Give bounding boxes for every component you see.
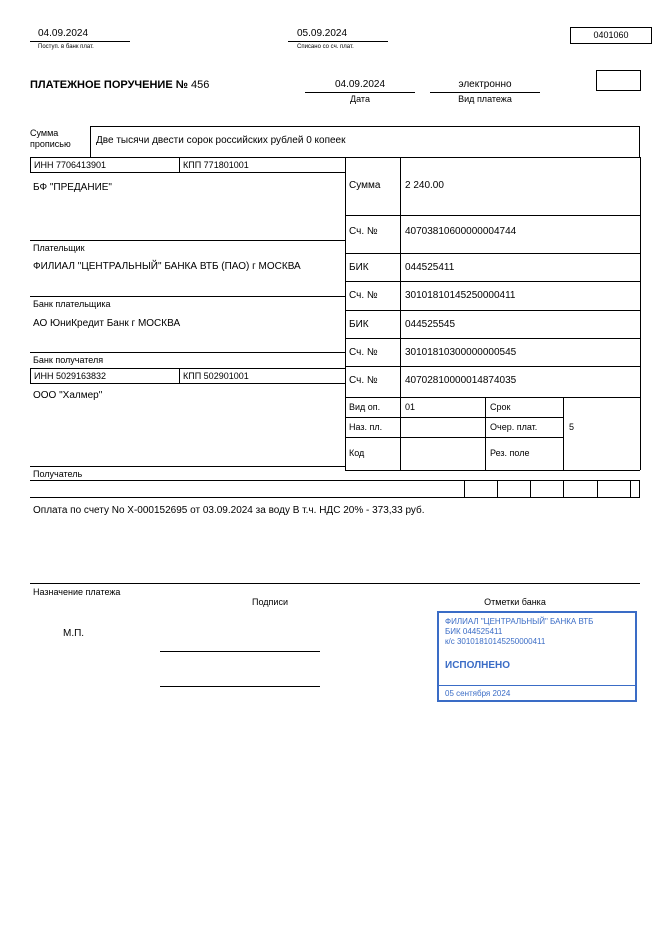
table-divider	[30, 352, 345, 353]
bank-marks-label: Отметки банка	[484, 597, 546, 607]
amount-in-words: Две тысячи двести сорок российских рублей 0 копеек	[96, 135, 346, 146]
beneficiary-inn: ИНН 5029163832	[34, 371, 107, 381]
beneficiary-bank-account-label: Сч. №	[349, 347, 378, 358]
priority-value: 5	[569, 422, 575, 432]
table-divider	[345, 338, 640, 339]
beneficiary-bank-account: 30101810300000000545	[405, 347, 517, 358]
op-kind-label: Вид оп.	[349, 402, 381, 412]
table-divider	[345, 310, 640, 311]
payer-bank-bik: 044525411	[405, 262, 455, 273]
table-divider	[345, 215, 640, 216]
signature-line	[160, 651, 320, 652]
priority-label: Очер. плат.	[490, 422, 538, 432]
table-divider	[345, 281, 640, 282]
strip-divider	[530, 480, 531, 497]
table-divider	[345, 157, 346, 470]
document-title-text: ПЛАТЕЖНОЕ ПОРУЧЕНИЕ №	[30, 79, 188, 91]
sum-value: 2 240.00	[405, 180, 444, 191]
sum-label: Сумма	[349, 180, 381, 191]
beneficiary-label: Получатель	[33, 469, 83, 479]
stamp-date: 05 сентября 2024	[445, 689, 511, 698]
table-divider	[345, 470, 640, 471]
payer-bank-bik-label: БИК	[349, 262, 369, 273]
form-code: 0401060	[593, 30, 629, 40]
table-divider	[345, 366, 640, 367]
payer-bank-account: 30101810145250000411	[405, 290, 516, 301]
purpose-code-label: Наз. пл.	[349, 422, 383, 432]
beneficiary-bank-bik-label: БИК	[349, 319, 369, 330]
table-divider	[345, 417, 563, 418]
table-divider	[400, 157, 401, 470]
bank-received-date: 04.09.2024	[38, 28, 89, 39]
payer-inn-cell	[30, 157, 180, 173]
signatures-label: Подписи	[252, 597, 288, 607]
payer-kpp-cell	[179, 157, 346, 173]
amount-words-label-2: прописью	[30, 139, 71, 149]
table-divider	[563, 397, 564, 470]
table-divider	[640, 157, 641, 470]
bank-received-date-label: Поступ. в банк плат.	[38, 44, 94, 50]
divider	[305, 92, 415, 93]
payer-label: Плательщик	[33, 243, 85, 253]
payer-inn: ИНН 7706413901	[34, 160, 107, 170]
status-code-box	[596, 70, 641, 91]
beneficiary-name: ООО "Халмер"	[33, 390, 103, 401]
amount-words-label-1: Сумма	[30, 128, 59, 138]
table-divider	[30, 466, 345, 467]
payer-kpp: КПП 771801001	[183, 160, 249, 170]
divider	[288, 41, 388, 42]
code-label: Код	[349, 448, 365, 458]
table-divider	[30, 240, 345, 241]
debited-date-label: Списано со сч. плат.	[297, 44, 354, 50]
payment-kind-label: Вид платежа	[458, 94, 512, 104]
payer-bank-label: Банк плательщика	[33, 299, 111, 309]
strip-divider	[597, 480, 598, 497]
beneficiary-kpp-cell	[179, 368, 346, 384]
table-divider	[30, 583, 640, 584]
amount-words-box	[90, 126, 640, 158]
stamp-corr-account: к/с 30101810145250000411	[445, 637, 546, 646]
table-divider	[30, 480, 640, 481]
beneficiary-kpp: КПП 502901001	[183, 371, 249, 381]
term-label: Срок	[490, 402, 511, 412]
op-kind-value: 01	[405, 402, 416, 412]
beneficiary-inn-cell	[30, 368, 180, 384]
strip-divider	[497, 480, 498, 497]
strip-divider	[630, 480, 631, 497]
payer-account-label: Сч. №	[349, 226, 378, 237]
document-title	[30, 79, 209, 92]
table-divider	[30, 296, 345, 297]
table-divider	[30, 497, 640, 498]
beneficiary-bank-name: АО ЮниКредит Банк г МОСКВА	[33, 318, 181, 329]
beneficiary-account-label: Сч. №	[349, 375, 378, 386]
document-date-label: Дата	[350, 94, 370, 104]
payer-account: 40703810600000004744	[405, 226, 517, 237]
table-divider	[345, 253, 640, 254]
mp-seal-label: М.П.	[63, 628, 85, 639]
form-code-box	[570, 27, 652, 44]
document-date: 04.09.2024	[334, 79, 386, 90]
payer-bank-account-label: Сч. №	[349, 290, 378, 301]
strip-divider	[464, 480, 465, 497]
bank-stamp	[437, 611, 637, 702]
payment-purpose-label: Назначение платежа	[33, 587, 121, 597]
debited-date: 05.09.2024	[297, 28, 348, 39]
reserve-field-label: Рез. поле	[490, 448, 530, 458]
payer-bank-name: ФИЛИАЛ "ЦЕНТРАЛЬНЫЙ" БАНКА ВТБ (ПАО) г МОСКВА	[33, 261, 301, 272]
divider	[30, 41, 130, 42]
payment-purpose-text: Оплата по счету No Х-000152695 от 03.09.2024 за воду В т.ч. НДС 20% - 373,33 руб.	[33, 505, 425, 516]
beneficiary-bank-label: Банк получателя	[33, 355, 104, 365]
table-divider	[345, 157, 640, 158]
payment-kind: электронно	[458, 79, 512, 90]
stamp-bik: БИК 044525411	[445, 627, 503, 636]
strip-divider	[639, 480, 640, 497]
payer-name: БФ "ПРЕДАНИЕ"	[33, 182, 112, 193]
signature-line	[160, 686, 320, 687]
strip-divider	[563, 480, 564, 497]
divider	[430, 92, 540, 93]
stamp-bank-name: ФИЛИАЛ "ЦЕНТРАЛЬНЫЙ" БАНКА ВТБ	[445, 617, 594, 626]
stamp-status: ИСПОЛНЕНО	[445, 660, 511, 671]
table-divider	[345, 437, 563, 438]
document-number: 456	[191, 79, 210, 91]
table-divider	[345, 397, 640, 398]
beneficiary-account: 40702810000014874035	[405, 375, 517, 386]
beneficiary-bank-bik: 044525545	[405, 319, 456, 330]
stamp-divider	[439, 685, 635, 686]
table-divider	[485, 397, 486, 470]
